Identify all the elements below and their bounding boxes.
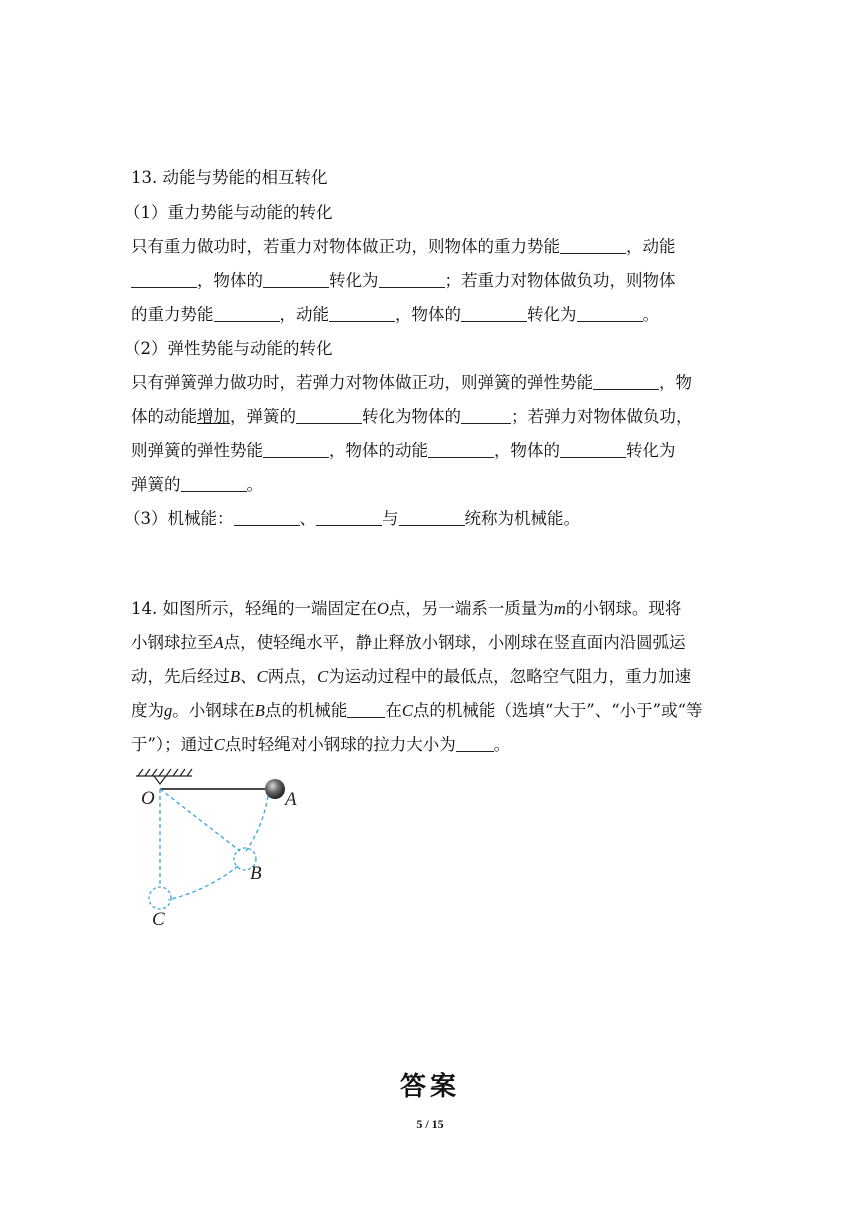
text-span: 转化为 (527, 305, 577, 324)
underlined-text: 增加 (197, 407, 230, 426)
text-span: ，弹簧的 (230, 407, 296, 426)
text-span: 只有弹簧弹力做功时，若弹力对物体做正功，则弹簧的弹性势能 (131, 373, 593, 392)
q14-line2 (131, 632, 686, 654)
label-o: O (141, 788, 155, 809)
text-span: 则弹簧的弹性势能 (131, 441, 263, 460)
text-span: ；若弹力对物体做负功， (511, 407, 693, 426)
text-span: ，物体的 (197, 271, 263, 290)
answer-blank (560, 441, 626, 458)
text-span: 点，另一端系一质量为 (388, 599, 554, 618)
answer-blank (296, 407, 362, 424)
answer-blank (379, 271, 445, 288)
text-span: 度为 (131, 701, 164, 720)
q14-line4 (131, 700, 703, 722)
q13-s1-line3 (131, 304, 659, 326)
ball-position-c (149, 887, 171, 909)
text-span: 小钢球拉至 (131, 633, 214, 652)
text-span: 与 (382, 509, 399, 528)
text-span: 、 (240, 667, 257, 686)
text-span: 体的动能 (131, 407, 197, 426)
var-C: C (256, 667, 268, 686)
text-span: 点的机械能（选填“大于”、“小于”或“等 (412, 701, 703, 720)
answer-blank (560, 237, 626, 254)
answer-blank (234, 509, 300, 526)
text-span: 转化为 (626, 441, 676, 460)
answer-blank (461, 305, 527, 322)
text-span: 弹簧的 (131, 475, 181, 494)
label-b: B (250, 863, 262, 884)
text-span: 14. 如图所示，轻绳的一端固定在 (131, 599, 377, 618)
text-span: ，物 (659, 373, 692, 392)
text-span: 点时轻绳对小钢球的拉力大小为 (224, 735, 456, 754)
text-span: 转化为物体的 (362, 407, 461, 426)
q13-s1-line2 (131, 270, 676, 292)
answer-blank (263, 441, 329, 458)
q14-line3 (131, 666, 691, 688)
pivot-bracket (154, 776, 166, 784)
text-span: 两点， (267, 667, 318, 686)
var-B: B (254, 701, 265, 720)
text-span: 点的机械能 (264, 701, 348, 720)
q14-line1 (131, 598, 681, 620)
label-a: A (285, 789, 297, 810)
var-m: m (553, 599, 566, 618)
text-span: 的小钢球。现将 (565, 599, 682, 618)
text-span: 点，使轻绳水平，静止释放小钢球，小刚球在竖直面内沿圆弧运 (223, 633, 686, 652)
answer-blank (461, 407, 511, 424)
text-span: 在 (385, 701, 402, 720)
answer-blank (214, 305, 280, 322)
answer-blank (456, 735, 494, 752)
text-span: ，物体的 (494, 441, 560, 460)
label-c: C (152, 909, 165, 930)
ceiling-hatch (136, 769, 192, 776)
q13-s2-line1 (131, 372, 692, 394)
answer-blank (329, 305, 395, 322)
var-B: B (230, 667, 241, 686)
text-span: 统称为机械能。 (464, 509, 580, 528)
answer-blank (428, 441, 494, 458)
text-span: ，物体的动能 (329, 441, 428, 460)
text-span: ；若重力对物体做负功，则物体 (444, 271, 676, 290)
q14-line5 (131, 734, 510, 756)
text-span: 。 (246, 475, 263, 494)
text-span: 只有重力做功时，若重力对物体做正功，则物体的重力势能 (131, 237, 560, 256)
var-C: C (213, 735, 225, 754)
text-span: 的重力势能 (131, 305, 214, 324)
q13-title: 13. 动能与势能的相互转化 (131, 168, 328, 187)
q13-s2-heading: （2）弹性势能与动能的转化 (124, 339, 333, 358)
answer-heading: 答案 (399, 1072, 460, 1102)
answer-blank (347, 701, 385, 718)
text-span: 转化为 (329, 271, 379, 290)
text-span: 。 (493, 735, 511, 754)
var-A: A (213, 633, 224, 652)
answer-blank (399, 509, 465, 526)
text-span: 为运动过程中的最低点，忽略空气阻力，重力加速 (328, 667, 692, 686)
answer-blank (131, 271, 197, 288)
q13-s2-line4 (131, 474, 263, 496)
text-span: ，动能 (626, 237, 676, 256)
var-O: O (377, 599, 389, 618)
steel-ball-icon (265, 779, 285, 799)
pendulum-figure (128, 762, 328, 932)
text-span: 、 (299, 509, 316, 528)
text-span: 。小钢球在 (172, 701, 255, 720)
page-number: 5 / 15 (416, 1117, 444, 1131)
text-span: ，动能 (279, 305, 329, 324)
text-span: 于”）；通过 (131, 735, 214, 754)
var-C: C (317, 667, 329, 686)
text-span: （3）机械能： (124, 509, 234, 528)
answer-blank (263, 271, 329, 288)
text-span: 。 (642, 305, 659, 324)
answer-blank (593, 373, 659, 390)
q13-s3-line (124, 508, 580, 530)
answer-blank (577, 305, 643, 322)
q13-s1-line1 (131, 236, 676, 258)
answer-blank (181, 475, 247, 492)
var-C: C (401, 701, 413, 720)
q13-s1-heading: （1）重力势能与动能的转化 (124, 203, 333, 222)
q13-s2-line2 (131, 406, 693, 428)
answer-blank (316, 509, 382, 526)
text-span: ，物体的 (395, 305, 461, 324)
var-g: g (164, 701, 173, 720)
q13-s2-line3 (131, 440, 676, 462)
text-span: 动，先后经过 (131, 667, 230, 686)
